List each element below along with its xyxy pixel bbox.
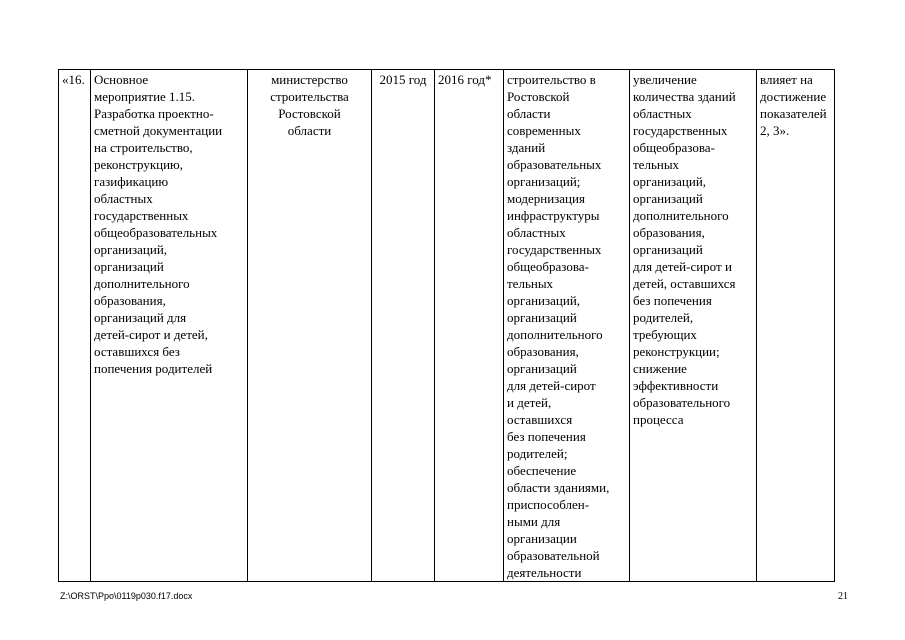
text-line: оставшихся без — [94, 344, 180, 359]
text-line: дополнительного — [507, 327, 603, 342]
text-line: газификацию — [94, 174, 169, 189]
text-line: тельных — [633, 157, 680, 172]
text-line: ными для — [507, 514, 561, 529]
text-line: показателей — [760, 106, 827, 121]
text-line: модернизация — [507, 191, 585, 206]
text-line: реконструкции; — [633, 344, 720, 359]
text-line: образовательного — [633, 395, 731, 410]
text-line: детей-сирот и детей, — [94, 327, 208, 342]
text-line: приспособлен- — [507, 497, 590, 512]
measure-cell — [91, 70, 248, 582]
text-line: образовательной — [507, 548, 600, 563]
text-line: Ростовской — [278, 106, 341, 121]
text-line: Основное — [94, 72, 149, 87]
end-year: 2016 год* — [438, 72, 492, 87]
text-line: на строительство, — [94, 140, 193, 155]
text-line: государственных — [94, 208, 189, 223]
text-line: организаций, — [507, 293, 581, 308]
text-line: областных — [633, 106, 692, 121]
text-line: для детей-сирот — [507, 378, 596, 393]
text-line: достижение — [760, 89, 827, 104]
text-line: области — [287, 123, 332, 138]
text-line: родителей; — [507, 446, 568, 461]
text-line: образования, — [507, 344, 579, 359]
text-line: государственных — [633, 123, 728, 138]
text-line: тельных — [507, 276, 554, 291]
text-line: Разработка проектно- — [94, 106, 214, 121]
text-line: министерство — [271, 72, 348, 87]
text-line: и детей, — [507, 395, 552, 410]
table-row — [59, 70, 835, 582]
row-number: «16. — [62, 72, 85, 87]
row-number-cell — [59, 70, 91, 582]
page-number: 21 — [838, 591, 848, 602]
text-line: областных — [507, 225, 566, 240]
text-line: образования, — [633, 225, 705, 240]
text-line: требующих — [633, 327, 697, 342]
text-line: без попечения — [507, 429, 586, 444]
text-line: реконструкцию, — [94, 157, 184, 172]
text-line: организаций — [507, 310, 577, 325]
text-line: сметной документации — [94, 123, 223, 138]
text-line: строительство в — [507, 72, 596, 87]
consequences-cell — [630, 70, 757, 582]
text-line: строительства — [270, 89, 349, 104]
text-line: организаций, — [94, 242, 168, 257]
text-line: общеобразова- — [507, 259, 589, 274]
text-line: организаций — [507, 361, 577, 376]
text-line: попечения родителей — [94, 361, 213, 376]
text-line: влияет на — [760, 72, 813, 87]
text-line: эффективности — [633, 378, 719, 393]
text-line: организаций; — [507, 174, 581, 189]
text-line: мероприятие 1.15. — [94, 89, 196, 104]
end-year-cell — [435, 70, 504, 582]
text-line: родителей, — [633, 310, 694, 325]
text-line: организаций для — [94, 310, 187, 325]
text-line: организации — [507, 531, 577, 546]
text-line: государственных — [507, 242, 602, 257]
footer-file-path: Z:\ORST\Ppo\0119p030.f17.docx — [60, 591, 193, 601]
text-line: Ростовской — [507, 89, 570, 104]
program-table — [58, 69, 835, 582]
executor-cell — [248, 70, 372, 582]
text-line: области — [507, 106, 551, 121]
text-line: зданий — [507, 140, 546, 155]
text-line: организаций — [94, 259, 164, 274]
text-line: образовательных — [507, 157, 602, 172]
text-line: образования, — [94, 293, 166, 308]
text-line: современных — [507, 123, 581, 138]
text-line: увеличение — [633, 72, 697, 87]
text-line: деятельности — [507, 565, 582, 580]
text-line: обеспечение — [507, 463, 577, 478]
text-line: детей, оставшихся — [633, 276, 736, 291]
text-line: 2, 3». — [760, 123, 790, 138]
indicator-link-cell — [757, 70, 835, 582]
text-line: областных — [94, 191, 153, 206]
text-line: без попечения — [633, 293, 712, 308]
expected-result-cell — [504, 70, 630, 582]
text-line: общеобразовательных — [94, 225, 218, 240]
text-line: дополнительного — [633, 208, 729, 223]
text-line: организаций — [633, 242, 703, 257]
text-line: общеобразова- — [633, 140, 715, 155]
text-line: процесса — [633, 412, 684, 427]
text-line: количества зданий — [633, 89, 736, 104]
text-line: организаций — [633, 191, 703, 206]
text-line: организаций, — [633, 174, 707, 189]
text-line: дополнительного — [94, 276, 190, 291]
text-line: оставшихся — [507, 412, 573, 427]
text-line: инфраструктуры — [507, 208, 600, 223]
text-line: снижение — [633, 361, 687, 376]
text-line: области зданиями, — [507, 480, 610, 495]
text-line: для детей-сирот и — [633, 259, 732, 274]
start-year-cell — [372, 70, 435, 582]
start-year: 2015 год — [379, 72, 427, 87]
